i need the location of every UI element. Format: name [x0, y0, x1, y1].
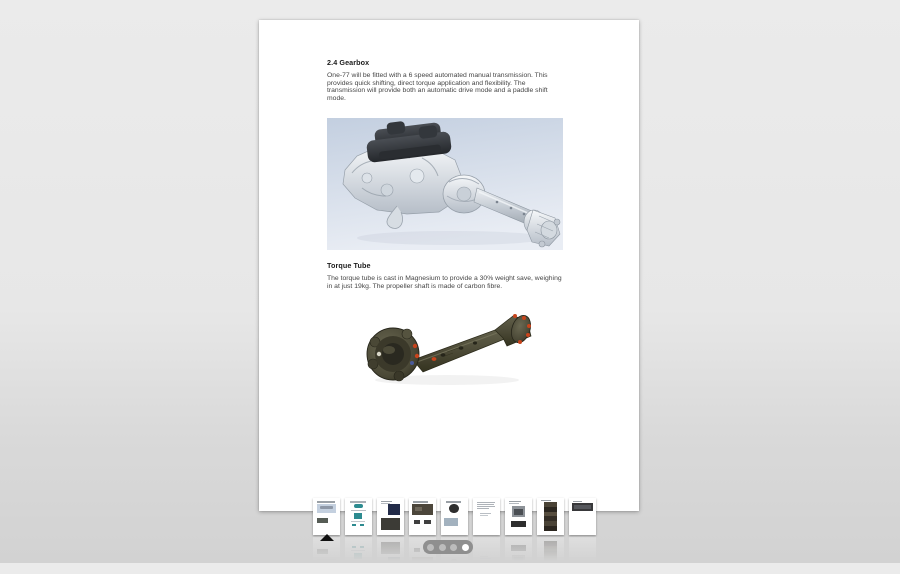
thumbnail-content-block: [354, 504, 363, 508]
thumbnail-page-preview: [569, 498, 596, 535]
thumbnail-content-block: [354, 513, 362, 519]
thumbnail-content-block: [573, 501, 582, 502]
thumbnail-page-preview: [313, 498, 340, 535]
thumbnail-content-block: [381, 542, 400, 554]
torque-tube-body-text: The torque tube is cast in Magnesium to provide a 30% weight save, weighing in at just 19kg. The propeller shaft is made of carbon fibre.: [327, 275, 562, 290]
thumbnail-content-block: [574, 563, 591, 567]
thumbnail-page-preview: [345, 537, 372, 574]
thumbnail-content-block: [509, 503, 519, 504]
pagination-dot[interactable]: [439, 544, 446, 551]
thumbnail-content-block: [351, 550, 365, 551]
thumbnail-page-preview: [505, 498, 532, 535]
thumbnail-content-block: [544, 546, 557, 551]
thumbnail-content-block: [415, 561, 422, 565]
thumbnail-content-block: [351, 561, 366, 562]
document-page: [259, 20, 639, 511]
pagination-dot[interactable]: [450, 544, 457, 551]
thumbnail-content-block: [480, 513, 491, 514]
thumbnail-content-block: [317, 550, 328, 555]
thumbnail-content-block: [477, 567, 494, 568]
thumbnail-content-block: [544, 551, 557, 556]
thumbnail-content-block: [414, 548, 420, 552]
thumbnail-content-block: [477, 563, 489, 564]
thumbnail-content-block: [509, 570, 521, 571]
thumbnail-content-block: [573, 570, 582, 571]
thumbnail-content-block: [449, 504, 459, 513]
thumbnail-gearbox-page[interactable]: [313, 498, 340, 535]
thumbnail-content-block: [317, 501, 335, 503]
thumbnail-content-block: [480, 556, 488, 557]
thumbnail-content-block: [360, 524, 364, 526]
thumbnail-content-block: [509, 568, 519, 569]
thumbnail-content-block: [350, 570, 366, 572]
thumbnail-content-block: [477, 565, 495, 566]
thumbnail-content-block: [381, 501, 392, 502]
thumbnail-content-block: [514, 509, 523, 515]
gearbox-render-image: [327, 118, 563, 250]
torque-tube-heading: Torque Tube: [327, 261, 371, 271]
thumbnail-content-block: [424, 520, 431, 524]
thumbnail-content-block: [511, 521, 526, 527]
thumbnail-content-block: [317, 570, 335, 572]
thumbnail-reflection: [569, 537, 596, 574]
thumbnail-reflection: [473, 537, 500, 574]
thumbnail-reflection: [345, 537, 372, 574]
thumbnail-wheel-page[interactable]: [441, 498, 468, 535]
thumbnail-content-block: [509, 501, 521, 502]
thumbnail-content-block: [320, 563, 333, 566]
torque-tube-render-image: [355, 306, 541, 390]
thumbnail-content-block: [414, 520, 420, 524]
pagination-dot[interactable]: [427, 544, 434, 551]
thumbnail-content-block: [415, 507, 422, 511]
thumbnail-content-block: [449, 559, 459, 568]
thumbnail-content-block: [351, 521, 365, 522]
thumbnail-page-preview: [473, 537, 500, 574]
thumbnail-content-block: [354, 564, 363, 568]
thumbnail-content-block: [514, 557, 523, 563]
thumbnail-reflection: [313, 537, 340, 574]
thumbnail-content-block: [544, 565, 557, 570]
thumbnail-reflection: [537, 537, 564, 574]
thumbnail-wide-photo-page[interactable]: [569, 498, 596, 535]
thumbnail-page-preview: [409, 498, 436, 535]
thumbnail-reflection: [505, 537, 532, 574]
thumbnail-content-block: [413, 570, 428, 572]
thumbnail-content-block: [388, 504, 400, 515]
thumbnail-engine-bay-page[interactable]: [409, 498, 436, 535]
thumbnail-content-block: [477, 569, 495, 570]
thumbnail-page-preview: [377, 537, 404, 574]
thumbnail-page-preview: [313, 537, 340, 574]
section-gearbox: [327, 58, 567, 250]
thumbnail-content-block: [477, 506, 495, 507]
thumbnail-content-block: [544, 526, 557, 531]
document-content: [327, 58, 567, 390]
thumbnail-page-preview: [537, 498, 564, 535]
gearbox-heading: 2.4 Gearbox: [327, 58, 370, 67]
thumbnail-content-block: [360, 546, 364, 548]
thumbnail-content-block: [511, 545, 526, 551]
thumbnail-content-block: [541, 571, 551, 572]
thumbnail-teal-page[interactable]: [345, 498, 372, 535]
thumbnail-content-block: [351, 510, 366, 511]
thumbnail-content-block: [413, 501, 428, 503]
thumbnail-content-block: [544, 541, 557, 546]
thumbnail-content-block: [320, 506, 333, 509]
thumbnail-content-block: [541, 500, 551, 501]
thumbnail-page-preview: [537, 537, 564, 574]
thumbnail-content-block: [446, 570, 461, 572]
thumbnail-content-block: [446, 501, 461, 503]
thumbnail-content-block: [477, 504, 494, 505]
thumbnail-content-block: [381, 568, 390, 569]
thumbnail-content-block: [480, 558, 491, 559]
thumbnail-content-block: [477, 508, 489, 509]
thumbnail-text-page[interactable]: [473, 498, 500, 535]
section-torque-tube: [327, 261, 567, 389]
gearbox-body-text: One-77 will be fitted with a 6 speed automated manual transmission. This provides quick shifting, direct torque application and flexibility. The transmission will provide both an automatic drive mode and a paddle shift mode.: [327, 72, 548, 102]
thumbnail-page-preview: [441, 498, 468, 535]
thumbnail-content-block: [574, 505, 591, 509]
thumbnail-content-block: [477, 502, 495, 503]
thumbnail-reflection: [377, 537, 404, 574]
thumbnail-content-block: [544, 556, 557, 561]
filmstrip-pagination[interactable]: [423, 540, 473, 554]
thumbnail-content-block: [444, 518, 458, 526]
thumbnail-content-block: [381, 518, 400, 530]
thumbnail-page-preview: [377, 498, 404, 535]
thumbnail-content-block: [381, 570, 392, 571]
thumbnail-content-block: [317, 518, 328, 523]
current-page-indicator: [320, 534, 334, 541]
thumbnail-navy-photos-page[interactable]: [377, 498, 404, 535]
thumbnail-page-preview: [569, 537, 596, 574]
thumbnail-road-photo-page[interactable]: [505, 498, 532, 535]
thumbnail-content-block: [352, 546, 356, 548]
thumbnail-page-preview: [473, 498, 500, 535]
thumbnail-photo-strips-page[interactable]: [537, 498, 564, 535]
thumbnail-page-preview: [345, 498, 372, 535]
pagination-dot-active[interactable]: [462, 544, 469, 551]
thumbnail-content-block: [480, 515, 488, 516]
thumbnail-page-preview: [505, 537, 532, 574]
thumbnail-content-block: [354, 553, 362, 559]
thumbnail-content-block: [352, 524, 356, 526]
thumbnail-content-block: [350, 501, 366, 503]
